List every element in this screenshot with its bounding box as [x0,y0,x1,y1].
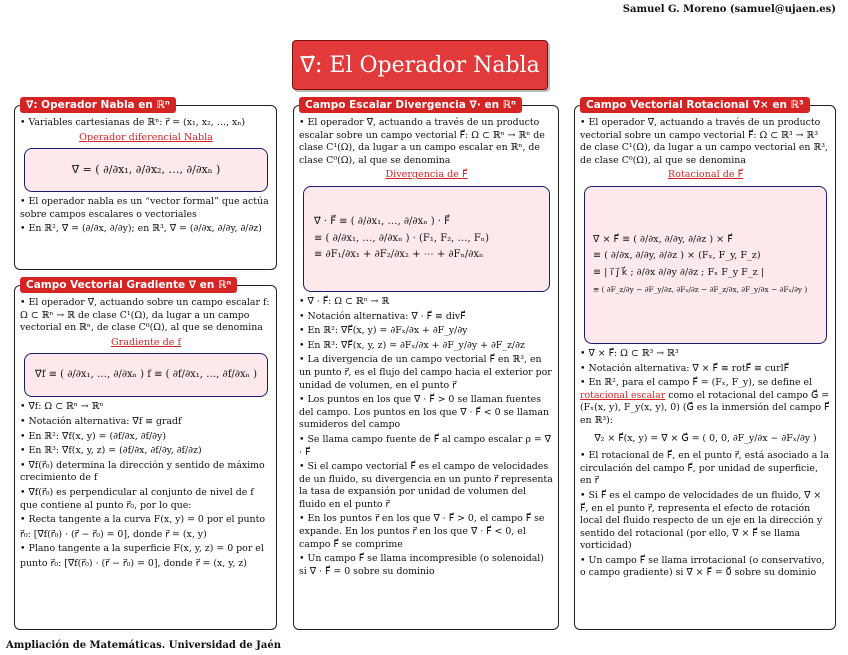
gradiente-panel-body [20,297,272,573]
gradiente-item: • Recta tangente a la curva F(x, y) = 0 por el punto [20,514,265,526]
divergencia-item: • Los puntos en los que ∇⃗ · F⃗ > 0 se llaman fuentes del campo. Los puntos en los que ∇⃗ · F⃗ < 0 se llaman sumideros del campo [299,394,550,431]
nabla-panel-title: ∇⃗: Operador Nabla en ℝⁿ [20,97,176,113]
divergencia-formula-box [303,186,550,292]
divergencia-item: • En los puntos r⃗ en los que ∇⃗ · F⃗ > 0, el campo F⃗ se expande. En los puntos r⃗ en los que ∇⃗ · F⃗ < 0, el campo F⃗ se comprime [299,513,545,550]
divergencia-formula-line: ≡ ( ∂/∂x₁, …, ∂/∂xₙ ) · (F₁, F₂, …, Fₙ) [314,232,490,244]
gradiente-formula-box [24,353,268,397]
gradiente-item: • ∇⃗f(r⃗₀) determina la dirección y sentido de máximo crecimiento de f [20,459,265,484]
divergencia-intro: • El operador ∇⃗, actuando a través de un producto escalar sobre un campo vectorial F⃗: Ω ⊂ ℝⁿ → ℝⁿ de clase C¹(Ω), da lugar a un campo escalar en ℝⁿ, de clase C⁰(Ω), al que se denomina [299,117,545,166]
nabla-r2-r3: • En ℝ², ∇⃗ = (∂/∂x, ∂/∂y); en ℝ³, ∇⃗ = (∂/∂x, ∂/∂y, ∂/∂z) [20,223,262,235]
rotacional-intro: • El operador ∇⃗, actuando a través de un producto vectorial sobre un campo vectorial F⃗: Ω ⊂ ℝ³ → ℝ³ de clase C¹(Ω), da lugar a un campo vectorial en ℝ³, de clase C⁰(Ω), al que se denomina [580,117,828,166]
divergencia-item: • Si el campo vectorial F⃗ es el campo de velocidades de un fluido, su divergencia en un punto r⃗ representa la tasa de expansión por unidad de volumen del fluido en el punto r⃗ [299,461,553,510]
footer-credit: Ampliación de Matemáticas. Universidad de Jaén [6,640,282,651]
rotacional-escalar-link[interactable]: rotacional escalar [580,389,666,401]
divergencia-item: • Un campo F⃗ se llama incompresible (o solenoidal) si ∇⃗ · F⃗ = 0 sobre su dominio [299,553,544,577]
gradiente-item: • ∇⃗f(r⃗₀) es perpendicular al conjunto de nivel de f que contiene al punto r⃗₀, por lo que: [20,486,254,511]
tangent-plane-intro: • Plano tangente a la superficie F(x, y, z) = 0 por el [20,543,264,555]
scalar-curl-formula: ∇⃗₂ × F⃗(x, y) = ∇⃗ × G⃗ = ( 0, 0, ∂F_y/∂x − ∂Fₓ/∂y ) [594,432,817,444]
divergencia-panel-body [299,117,554,580]
nabla-formula: ∇⃗ = ( ∂/∂x₁, ∂/∂x₂, …, ∂/∂xₙ ) [71,162,221,176]
rotacional-formula-line: ≡ ( ∂F_z/∂y − ∂F_y/∂z, ∂Fₓ/∂z − ∂F_z/∂x, ∂F_y/∂x − ∂Fₓ/∂y ) [593,284,808,294]
rotacional-panel-title: Campo Vectorial Rotacional ∇⃗× en ℝ³ [580,97,810,113]
nabla-formula-box [24,148,268,192]
gradiente-item: • ∇⃗f: Ω ⊂ ℝⁿ → ℝⁿ [20,401,104,413]
nabla-panel-body [20,117,272,238]
nabla-subtitle: Operador diferencial Nabla [79,131,213,143]
divergencia-item: • La divergencia de un campo vectorial F⃗ en ℝ³, en un punto r⃗, es el flujo del campo hacia el exterior por unidad de volumen, en el punto r⃗ [299,354,552,391]
author-credit: Samuel G. Moreno (samuel@ujaen.es) [622,4,836,15]
divergencia-item: • En ℝ²: ∇⃗F⃗(x, y) = ∂Fₓ/∂x + ∂F_y/∂y [299,325,468,337]
divergencia-formula-line: ≡ ∂F₁/∂x₁ + ∂F₂/∂x₂ + ⋯ + ∂Fₙ/∂xₙ [314,249,484,261]
tangent-line-equation: r⃗₀: [∇⃗f(r⃗₀) · (r⃗ − r⃗₀) = 0], donde r⃗ = (x, y) [20,528,207,540]
page-title: ∇⃗: El Operador Nabla [292,40,548,90]
rotacional-r2-text: • En ℝ², para el campo F⃗ = (Fₓ, F_y), se define el [580,377,813,389]
divergencia-formula-line: ∇⃗ · F⃗ ≡ ( ∂/∂x₁, …, ∂/∂xₙ ) · F⃗ [314,216,450,228]
rotacional-item [580,377,831,427]
rotacional-item: • Notación alternativa: ∇⃗ × F⃗ ≡ rotF⃗ ≡ curlF⃗ [580,362,789,374]
rotacional-r2-text-tail: como el rotacional del campo G⃗ = (Fₓ(x, y), F_y(x, y), 0) (G⃗ es la inmersión del campo F⃗ en ℝ³): [580,389,830,426]
divergencia-subtitle: Divergencia de F⃗ [385,169,468,181]
nabla-variables: • Variables cartesianas de ℝⁿ: r⃗ = (x₁, x₂, …, xₙ) [20,117,246,128]
gradiente-panel-title: Campo Vectorial Gradiente ∇⃗ en ℝⁿ [20,277,237,293]
rotacional-formula-line: ≡ ( ∂/∂x, ∂/∂y, ∂/∂z ) × (Fₓ, F_y, F_z) [593,250,761,262]
gradiente-subtitle: Gradiente de f [110,336,182,348]
divergencia-item: • En ℝ³: ∇⃗F⃗(x, y, z) = ∂Fₓ/∂x + ∂F_y/∂y + ∂F_z/∂z [299,339,525,351]
nabla-vector-formal: • El operador nabla es un “vector formal” que actúa sobre campos escalares o vectoriales [20,196,269,220]
gradiente-formula: ∇⃗f ≡ ( ∂/∂x₁, …, ∂/∂xₙ ) f ≡ ( ∂f/∂x₁, …, ∂f/∂xₙ ) [35,369,257,381]
gradiente-item: • Notación alternativa: ∇⃗f ≡ gradf [20,415,182,427]
gradiente-intro: • El operador ∇⃗, actuando sobre un campo escalar f: Ω ⊂ ℝⁿ → ℝ de clase C¹(Ω), da lugar a un campo vectorial en ℝⁿ, de clase C⁰(Ω), al que se denomina [20,297,270,334]
divergencia-panel-title: Campo Escalar Divergencia ∇⃗· en ℝⁿ [299,97,522,113]
rotacional-item: • Un campo F⃗ se llama irrotacional (o conservativo, o campo gradiente) si ∇⃗ × F⃗ = 0⃗ sobre su dominio [580,554,825,579]
rotacional-item: • ∇⃗ × F⃗: Ω ⊂ ℝ³ → ℝ³ [580,347,679,359]
tangent-plane-equation: punto r⃗₀: [∇⃗f(r⃗₀) · (r⃗ − r⃗₀) = 0], donde r⃗ = (x, y, z) [20,557,247,569]
gradiente-item: • En ℝ²: ∇⃗f(x, y) = (∂f/∂x, ∂f/∂y) [20,430,166,442]
divergencia-item: • ∇⃗ · F⃗: Ω ⊂ ℝⁿ → ℝ [299,295,390,307]
rotacional-formula-line: ≡ | i⃗ j⃗ k⃗ ; ∂/∂x ∂/∂y ∂/∂z ; Fₓ F_y F_z | [593,266,764,278]
rotacional-item: • Si F⃗ es el campo de velocidades de un fluido, ∇⃗ × F⃗, en el punto r⃗, representa el efecto de rotación local del fluido respecto de un eje en la dirección y sentido del rotacional (por ello, ∇⃗ × F⃗ se llama vorticidad) [580,489,823,552]
rotacional-formula-box [584,186,827,344]
divergencia-item: • Se llama campo fuente de F⃗ al campo escalar ρ = ∇⃗ · F⃗ [299,433,551,458]
rotacional-item: • El rotacional de F⃗, en el punto r⃗, está asociado a la circulación del campo F⃗, por unidad de superficie, en r⃗ [580,450,829,487]
rotacional-subtitle: Rotacional de F⃗ [667,169,744,181]
gradiente-item: • En ℝ³: ∇⃗f(x, y, z) = (∂f/∂x, ∂f/∂y, ∂f/∂z) [20,445,202,457]
divergencia-item: • Notación alternativa: ∇⃗ · F⃗ ≡ divF⃗ [299,310,466,322]
rotacional-panel-body [580,117,831,582]
rotacional-formula-line: ∇⃗ × F⃗ ≡ ( ∂/∂x, ∂/∂y, ∂/∂z ) × F⃗ [593,233,733,245]
